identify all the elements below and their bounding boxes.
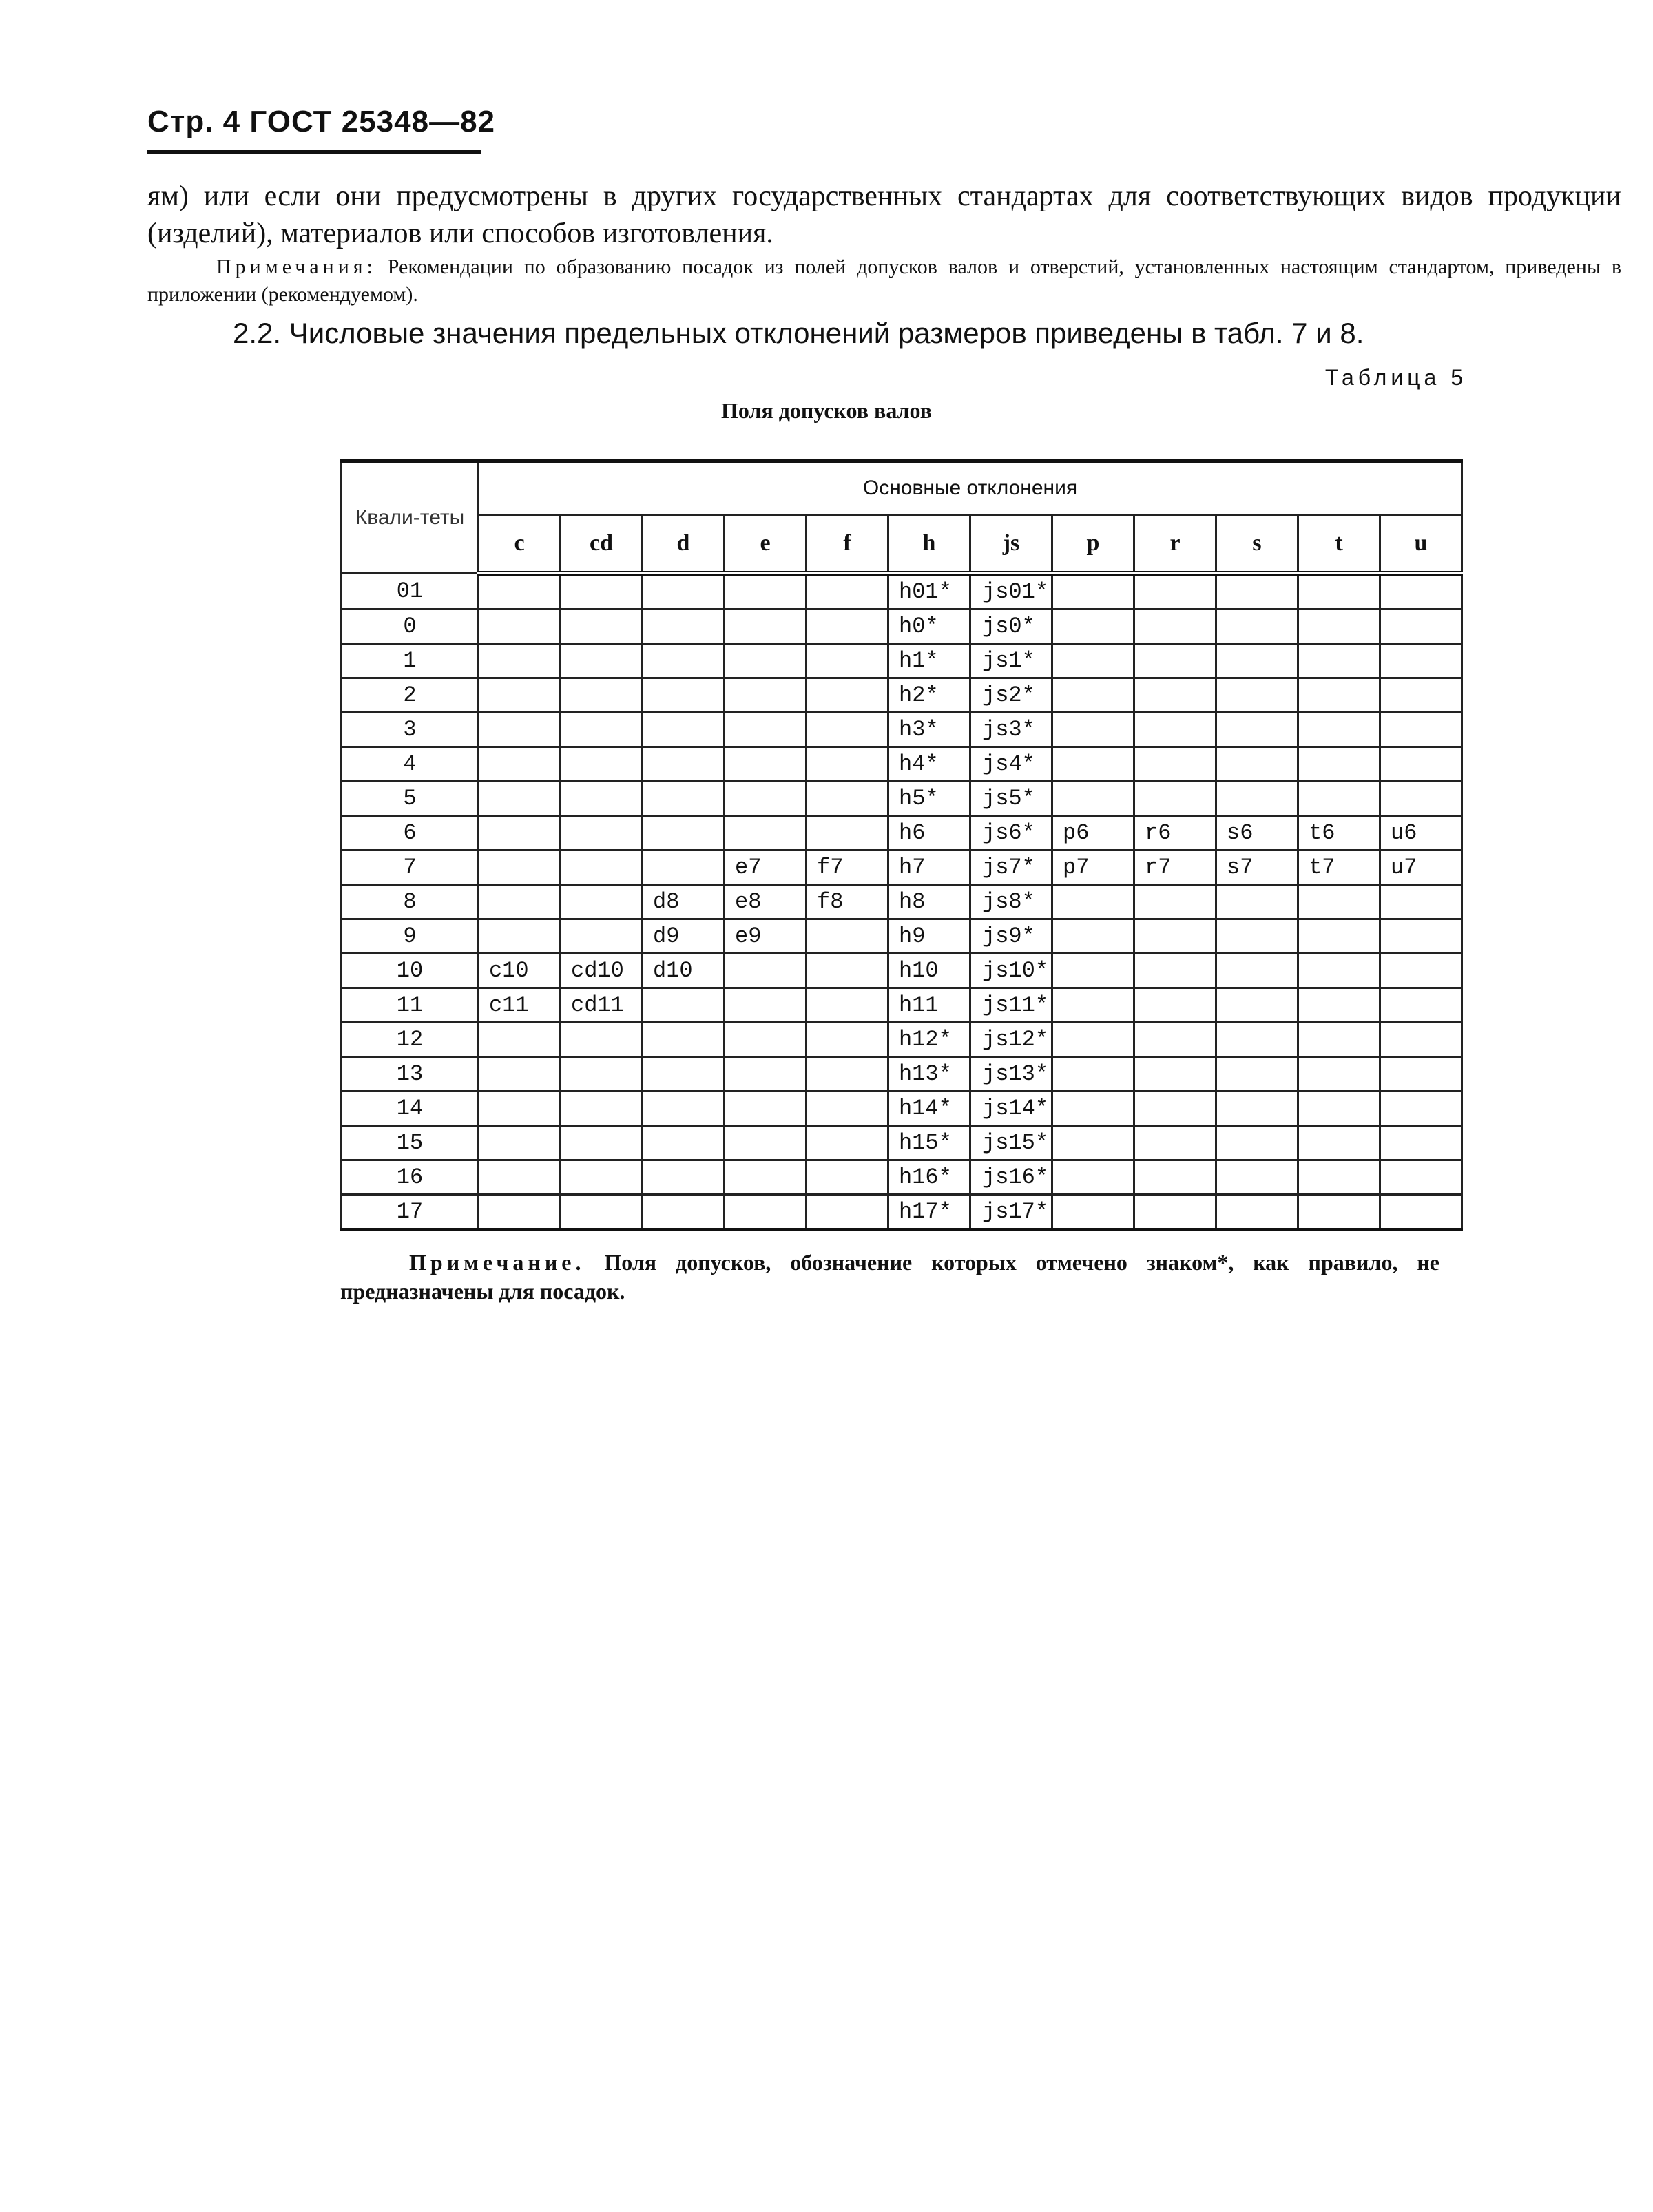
table-cell: h14* [888,1092,970,1126]
table-cell [1380,1195,1462,1230]
table-cell [1052,782,1134,816]
qualitet-cell: 11 [342,988,479,1023]
table-cell [479,678,561,713]
table-cell [1380,782,1462,816]
table-cell: h11 [888,988,970,1023]
table-row [342,1160,1462,1195]
table-cell [643,851,725,885]
paragraph-continuation: ям) или если они предусмотрены в других государственных стандартах для соответствующих видов продукции (изделий), материалов или способов изготовления. [147,180,1621,249]
table-cell [643,713,725,747]
table-cell [1298,1126,1380,1160]
table-cell [1380,609,1462,644]
table-cell: js1* [970,644,1052,678]
table-row [342,782,1462,816]
table-cell: u7 [1380,851,1462,885]
table-cell [643,644,725,678]
table-cell [479,713,561,747]
deviations-group-header: Основные отклонения [479,461,1462,515]
table-cell [479,747,561,782]
table-cell [479,851,561,885]
table-cell [1052,954,1134,988]
table-cell [561,1195,643,1230]
table-cell [1216,1126,1298,1160]
table-cell: h3* [888,713,970,747]
table-cell [807,1126,888,1160]
table-row [342,747,1462,782]
table-cell: h16* [888,1160,970,1195]
table-cell [807,713,888,747]
table-cell: js11* [970,988,1052,1023]
table-cell: js4* [970,747,1052,782]
table-cell [807,1057,888,1092]
table-cell [1052,919,1134,954]
table-cell [725,1092,807,1126]
table-cell [1134,1160,1216,1195]
table-cell: f7 [807,851,888,885]
table-cell [561,574,643,609]
qualitet-cell: 14 [342,1092,479,1126]
table-cell [725,609,807,644]
table-cell [807,1023,888,1057]
table-label: Таблица 5 [1324,365,1467,390]
table-cell [1216,919,1298,954]
qualitet-cell: 0 [342,609,479,644]
qualitet-cell: 4 [342,747,479,782]
table-cell [643,1023,725,1057]
table-cell [1134,574,1216,609]
table-cell [1298,644,1380,678]
table-cell [725,574,807,609]
table-cell [1298,609,1380,644]
table-cell [1216,644,1298,678]
table-cell [1052,713,1134,747]
table-cell [643,1126,725,1160]
table-cell: h12* [888,1023,970,1057]
table-cell [1134,919,1216,954]
table-cell: js12* [970,1023,1052,1057]
table-cell [1134,1057,1216,1092]
table-cell [1216,954,1298,988]
table-cell [725,1126,807,1160]
table-cell: js01* [970,574,1052,609]
table-cell [1298,919,1380,954]
table-cell [807,782,888,816]
table-cell [807,747,888,782]
standard-id: ГОСТ 25348—82 [249,105,496,138]
table-cell: h15* [888,1126,970,1160]
qualitet-cell: 01 [342,574,479,609]
tolerance-table [340,459,1463,1231]
table-cell [561,885,643,919]
column-header-t: t [1298,515,1380,574]
table-cell [643,782,725,816]
table-cell [1298,988,1380,1023]
table-cell [725,713,807,747]
table-cell: e9 [725,919,807,954]
table-cell [725,1160,807,1195]
table-row [342,954,1462,988]
table-cell [1380,1126,1462,1160]
table-cell [643,988,725,1023]
table-cell: h9 [888,919,970,954]
qualitet-cell: 8 [342,885,479,919]
qualitet-cell: 17 [342,1195,479,1230]
table-cell: h0* [888,609,970,644]
table-cell [1052,885,1134,919]
table-cell: js5* [970,782,1052,816]
column-header-h: h [888,515,970,574]
table-cell [1216,1160,1298,1195]
table-cell [643,574,725,609]
table-cell [1216,609,1298,644]
table-cell [561,713,643,747]
table-cell [1052,1023,1134,1057]
qualitet-cell: 16 [342,1160,479,1195]
page-header [147,105,495,139]
table-cell: js6* [970,816,1052,851]
column-header-js: js [970,515,1052,574]
column-header-u: u [1380,515,1462,574]
table-cell: h8 [888,885,970,919]
qualitet-cell: 5 [342,782,479,816]
table-cell [1380,678,1462,713]
table-row [342,816,1462,851]
table-row [342,919,1462,954]
table-cell: h2* [888,678,970,713]
table-cell: js9* [970,919,1052,954]
table-cell [725,644,807,678]
table-cell [1216,678,1298,713]
table-cell [1134,713,1216,747]
table-row [342,1195,1462,1230]
table-cell: js2* [970,678,1052,713]
table-cell: t6 [1298,816,1380,851]
table-cell [1134,747,1216,782]
table-cell [807,1160,888,1195]
table-cell [725,678,807,713]
table-cell [561,678,643,713]
table-row [342,1126,1462,1160]
table-cell [643,1057,725,1092]
table-cell [479,1092,561,1126]
table-row [342,1057,1462,1092]
table-cell [479,574,561,609]
table-cell [1216,988,1298,1023]
table-cell [1052,747,1134,782]
table-note [340,1248,1439,1306]
table-row [342,574,1462,609]
table-cell [1380,1023,1462,1057]
header-rule [147,150,481,154]
table-cell [1134,1023,1216,1057]
table-note-label: Примечание. [409,1250,585,1275]
table-cell [1298,1160,1380,1195]
table-cell [1298,678,1380,713]
table-cell [1052,1126,1134,1160]
table-cell [1298,782,1380,816]
table-cell [1298,1195,1380,1230]
table-row [342,851,1462,885]
table-cell: c11 [479,988,561,1023]
column-header-d: d [643,515,725,574]
table-cell: h17* [888,1195,970,1230]
table-cell [643,1092,725,1126]
table-cell [725,1195,807,1230]
table-cell: js17* [970,1195,1052,1230]
table-cell: js14* [970,1092,1052,1126]
qualitet-cell: 3 [342,713,479,747]
table-cell [1298,747,1380,782]
table-cell [1134,1195,1216,1230]
table-row [342,1092,1462,1126]
column-header-e: e [725,515,807,574]
table-cell [1216,574,1298,609]
table-cell [561,1126,643,1160]
table-cell [561,851,643,885]
table-cell [479,1195,561,1230]
table-cell: c10 [479,954,561,988]
table-cell [1380,574,1462,609]
column-header-f: f [807,515,888,574]
qualitet-cell: 15 [342,1126,479,1160]
table-cell [1052,644,1134,678]
table-cell [1052,1160,1134,1195]
table-cell: js16* [970,1160,1052,1195]
table-cell [479,782,561,816]
table-cell [807,816,888,851]
table-cell [807,919,888,954]
table-cell [725,782,807,816]
qualitet-cell: 7 [342,851,479,885]
table-cell: d8 [643,885,725,919]
table-cell: js8* [970,885,1052,919]
table-cell [561,1057,643,1092]
qualitet-cell: 13 [342,1057,479,1092]
table-cell [561,747,643,782]
tolerance-table-wrapper [340,459,1463,1231]
table-cell [807,1195,888,1230]
qualitet-header: Квали-теты [342,461,479,574]
table-cell [1052,988,1134,1023]
note-text: Рекомендации по образованию посадок из полей допусков валов и отверстий, установленных настоящим стандартом, приведены в приложении (рекомендуемом). [147,255,1621,306]
table-cell [479,644,561,678]
table-cell [561,609,643,644]
table-cell [479,919,561,954]
table-cell [807,1092,888,1126]
table-cell: f8 [807,885,888,919]
table-cell [807,954,888,988]
column-header-p: p [1052,515,1134,574]
table-cell: u6 [1380,816,1462,851]
table-title: Поля допусков валов [720,398,933,423]
table-cell [807,644,888,678]
table-cell [725,1057,807,1092]
table-row [342,988,1462,1023]
table-cell [1052,678,1134,713]
table-cell: d10 [643,954,725,988]
table-cell: p6 [1052,816,1134,851]
table-cell [1298,1092,1380,1126]
table-cell [1298,713,1380,747]
qualitet-cell: 2 [342,678,479,713]
table-cell [1298,574,1380,609]
table-cell [561,644,643,678]
table-cell: h5* [888,782,970,816]
table-cell [1380,988,1462,1023]
table-cell [1052,1092,1134,1126]
table-cell [643,1195,725,1230]
table-cell [479,816,561,851]
table-row [342,678,1462,713]
qualitet-cell: 9 [342,919,479,954]
table-cell [479,1057,561,1092]
table-cell [479,1160,561,1195]
table-cell: cd10 [561,954,643,988]
table-cell [1134,885,1216,919]
note-label: Примечания: [216,255,377,278]
table-cell [1134,782,1216,816]
table-cell: cd11 [561,988,643,1023]
table-cell: r7 [1134,851,1216,885]
table-row [342,644,1462,678]
qualitet-cell: 12 [342,1023,479,1057]
column-header-cd: cd [561,515,643,574]
table-cell [1134,644,1216,678]
table-cell: h6 [888,816,970,851]
table-cell [561,1023,643,1057]
table-cell [1216,782,1298,816]
table-cell [725,747,807,782]
table-cell [643,1160,725,1195]
table-cell [807,609,888,644]
table-cell: s7 [1216,851,1298,885]
table-cell [1216,713,1298,747]
table-cell: h4* [888,747,970,782]
table-cell [725,1023,807,1057]
table-cell: js13* [970,1057,1052,1092]
table-cell [479,1023,561,1057]
table-cell: h13* [888,1057,970,1092]
paragraph-2-2: 2.2. Числовые значения предельных отклонений размеров приведены в табл. 7 и 8. [233,317,1364,349]
table-cell [1134,678,1216,713]
table-row [342,609,1462,644]
column-header-r: r [1134,515,1216,574]
table-cell: p7 [1052,851,1134,885]
table-cell [725,816,807,851]
qualitet-cell: 10 [342,954,479,988]
table-cell [1298,1057,1380,1092]
table-cell [1052,574,1134,609]
table-cell [1216,885,1298,919]
table-cell [1380,919,1462,954]
table-note-text: Поля допусков, обозначение которых отмечено знаком*, как правило, не предназначены для посадок. [340,1250,1440,1304]
qualitet-cell: 6 [342,816,479,851]
table-row [342,885,1462,919]
table-cell [1134,954,1216,988]
table-cell: s6 [1216,816,1298,851]
table-cell [1216,1057,1298,1092]
table-cell [725,954,807,988]
table-cell: h1* [888,644,970,678]
table-cell [1134,988,1216,1023]
table-cell [1052,1195,1134,1230]
table-cell [479,885,561,919]
table-cell [1380,644,1462,678]
qualitet-cell: 1 [342,644,479,678]
table-cell [1216,1195,1298,1230]
table-cell: js3* [970,713,1052,747]
table-cell [1216,747,1298,782]
table-cell: d9 [643,919,725,954]
table-cell [1380,747,1462,782]
table-cell [561,782,643,816]
table-cell [1380,954,1462,988]
table-cell: js10* [970,954,1052,988]
table-cell: h7 [888,851,970,885]
table-cell [643,678,725,713]
table-cell: h01* [888,574,970,609]
table-cell [725,988,807,1023]
table-row [342,713,1462,747]
table-cell [1380,1092,1462,1126]
table-cell [807,574,888,609]
table-cell [1216,1092,1298,1126]
table-cell: r6 [1134,816,1216,851]
table-cell [1052,1057,1134,1092]
table-cell: e7 [725,851,807,885]
table-cell [479,1126,561,1160]
table-cell [1134,1092,1216,1126]
table-cell [643,609,725,644]
table-cell [561,919,643,954]
table-cell [479,609,561,644]
table-cell [1298,954,1380,988]
table-cell [1298,885,1380,919]
column-header-c: c [479,515,561,574]
table-cell [643,747,725,782]
table-cell: js15* [970,1126,1052,1160]
table-cell [1380,1160,1462,1195]
table-cell [1216,1023,1298,1057]
table-cell [1052,609,1134,644]
table-cell: e8 [725,885,807,919]
table-cell [1380,1057,1462,1092]
table-cell [1380,713,1462,747]
table-cell [1298,1023,1380,1057]
table-cell [1380,885,1462,919]
table-cell: js7* [970,851,1052,885]
table-cell: js0* [970,609,1052,644]
page-number: Стр. 4 [147,105,241,138]
table-cell [807,678,888,713]
table-cell: t7 [1298,851,1380,885]
table-row [342,1023,1462,1057]
note-recommendations [147,253,1621,309]
column-header-s: s [1216,515,1298,574]
table-cell [643,816,725,851]
table-cell [1134,609,1216,644]
table-cell: h10 [888,954,970,988]
table-cell [561,816,643,851]
table-cell [561,1092,643,1126]
table-cell [561,1160,643,1195]
table-cell [807,988,888,1023]
table-cell [1134,1126,1216,1160]
